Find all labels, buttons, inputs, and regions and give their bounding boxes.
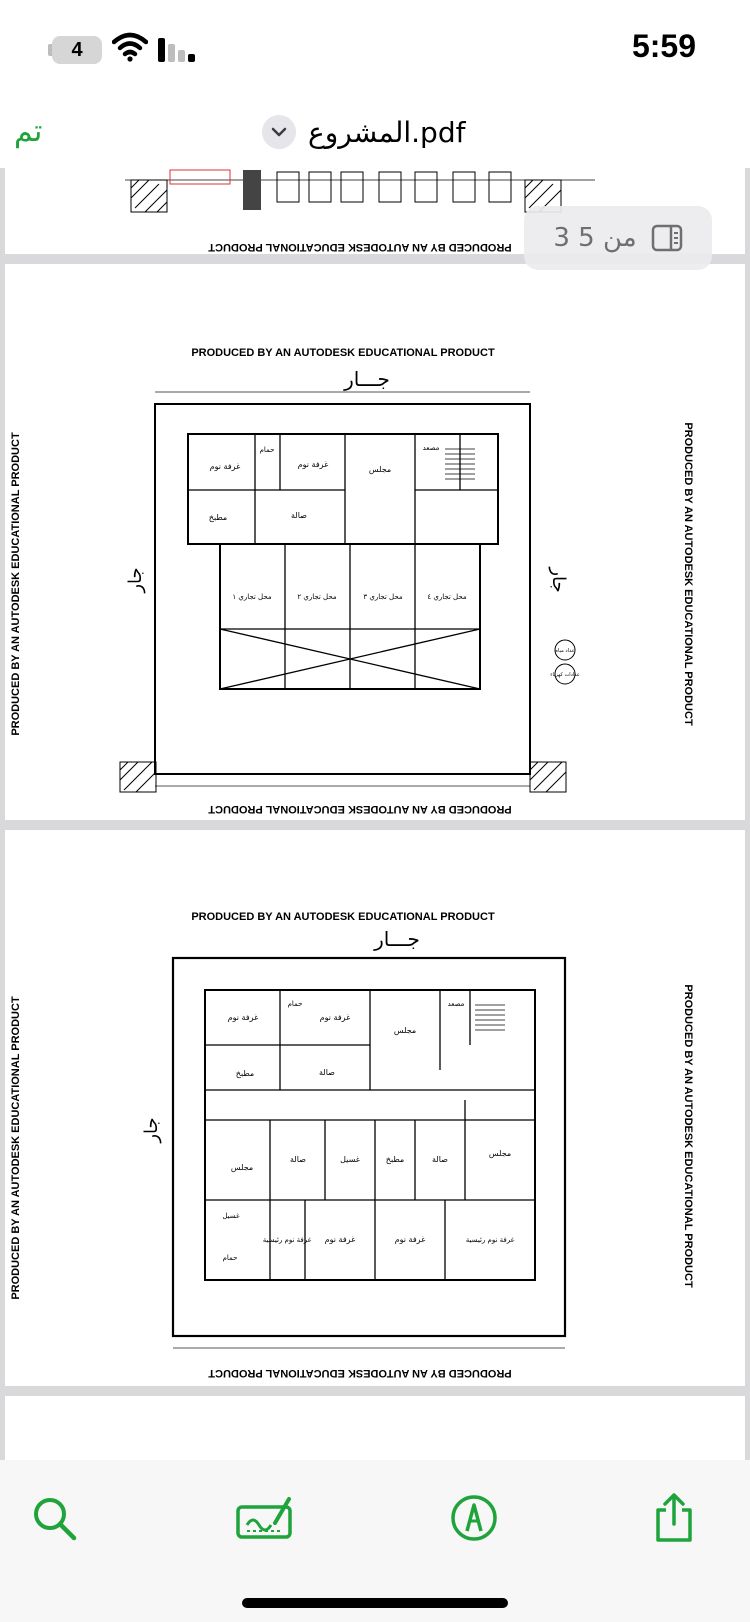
room-label: حمام (222, 1254, 238, 1262)
document-title: المشروع.pdf (308, 115, 466, 149)
search-icon (30, 1494, 78, 1542)
pen-tool-icon (449, 1493, 499, 1543)
page-indicator[interactable] (524, 206, 712, 270)
room-label: غرفة نوم رئيسية (262, 1236, 312, 1244)
pdf-page-3 (5, 830, 745, 1386)
electric-meter-label: عدادات كهرباء (550, 672, 580, 678)
watermark-bottom: PRODUCED BY AN AUTODESK EDUCATIONAL PRODUCT (208, 803, 512, 815)
room-label: غرفة نوم (324, 1235, 356, 1244)
room-label: مطبخ (208, 513, 228, 522)
room-label: محل تجاري ٢ (297, 593, 337, 601)
pdf-page-4 (5, 1396, 745, 1460)
neighbor-label-top: جـــار (344, 367, 390, 391)
room-label: مصعد (422, 444, 440, 452)
chevron-down-icon[interactable] (262, 115, 296, 149)
room-label: محل تجاري ٣ (363, 593, 403, 601)
wifi-icon (112, 32, 148, 62)
watermark-left: PRODUCED BY AN AUTODESK EDUCATIONAL PRODUCT (10, 432, 22, 736)
battery-indicator: 4 (52, 36, 102, 64)
room-label: مطبخ (235, 1069, 255, 1078)
room-label: مجلس (488, 1149, 512, 1158)
home-indicator[interactable] (242, 1598, 508, 1608)
markup-signature-icon (235, 1495, 295, 1541)
room-label: غرفة نوم رئيسية (465, 1236, 515, 1244)
clock-time: 5:59 (631, 28, 696, 64)
done-button[interactable]: تم (14, 114, 43, 149)
document-title-menu[interactable] (262, 110, 465, 154)
room-label: غسيل (340, 1155, 360, 1164)
watermark-left: PRODUCED BY AN AUTODESK EDUCATIONAL PRODUCT (10, 996, 22, 1300)
watermark-top: PRODUCED BY AN AUTODESK EDUCATIONAL PRODUCT (191, 347, 495, 359)
watermark-right: PRODUCED BY AN AUTODESK EDUCATIONAL PRODUCT (682, 984, 694, 1288)
neighbor-label-right: جار (548, 567, 569, 593)
search-button[interactable] (26, 1490, 82, 1546)
pdf-viewer-scroll-area[interactable] (0, 168, 750, 1460)
annotate-button[interactable] (446, 1490, 502, 1546)
room-label: مجلس (230, 1163, 254, 1172)
watermark-top: PRODUCED BY AN AUTODESK EDUCATIONAL PRODUCT (191, 911, 495, 923)
sidebar-thumbnails-icon (651, 224, 683, 252)
room-label: صالة (319, 1068, 335, 1077)
neighbor-label-left: جار (141, 1117, 162, 1143)
room-label: حمام (259, 446, 275, 454)
pdf-page-2 (5, 264, 745, 820)
room-label: صالة (290, 1155, 306, 1164)
room-label: مطبخ (385, 1155, 405, 1164)
room-label: غرفة نوم (394, 1235, 426, 1244)
floor-plan-typical (5, 830, 745, 1386)
room-label: مجلس (393, 1026, 417, 1035)
cellular-signal-icon (158, 36, 198, 62)
markup-button[interactable] (234, 1490, 296, 1546)
room-label: غسيل (222, 1212, 240, 1220)
page-count-label: 3 من 5 (553, 223, 637, 253)
neighbor-label-left: جار (125, 567, 146, 593)
share-icon (652, 1492, 696, 1544)
room-label: صالة (291, 511, 307, 520)
room-label: غرفة نوم (319, 1013, 351, 1022)
watermark-right: PRODUCED BY AN AUTODESK EDUCATIONAL PRODUCT (682, 422, 694, 726)
watermark-bottom: PRODUCED BY AN AUTODESK EDUCATIONAL PRODUCT (208, 241, 512, 253)
room-label: غرفة نوم (297, 460, 329, 469)
room-label: محل تجاري ١ (232, 593, 272, 601)
room-label: مجلس (368, 465, 392, 474)
navigation-bar (0, 100, 750, 168)
floor-plan-ground (5, 264, 745, 820)
room-label: غرفة نوم (227, 1013, 259, 1022)
room-label: صالة (432, 1155, 448, 1164)
share-button[interactable] (646, 1490, 702, 1546)
status-bar (0, 0, 750, 100)
water-meter-label: عداد مياه (555, 648, 575, 654)
room-label: حمام (287, 1000, 303, 1008)
room-label: محل تجاري ٤ (427, 593, 467, 601)
neighbor-label-top: جـــار (374, 927, 420, 951)
room-label: غرفة نوم (209, 462, 241, 471)
room-label: مصعد (447, 1000, 465, 1008)
watermark-bottom: PRODUCED BY AN AUTODESK EDUCATIONAL PRODUCT (208, 1367, 512, 1379)
